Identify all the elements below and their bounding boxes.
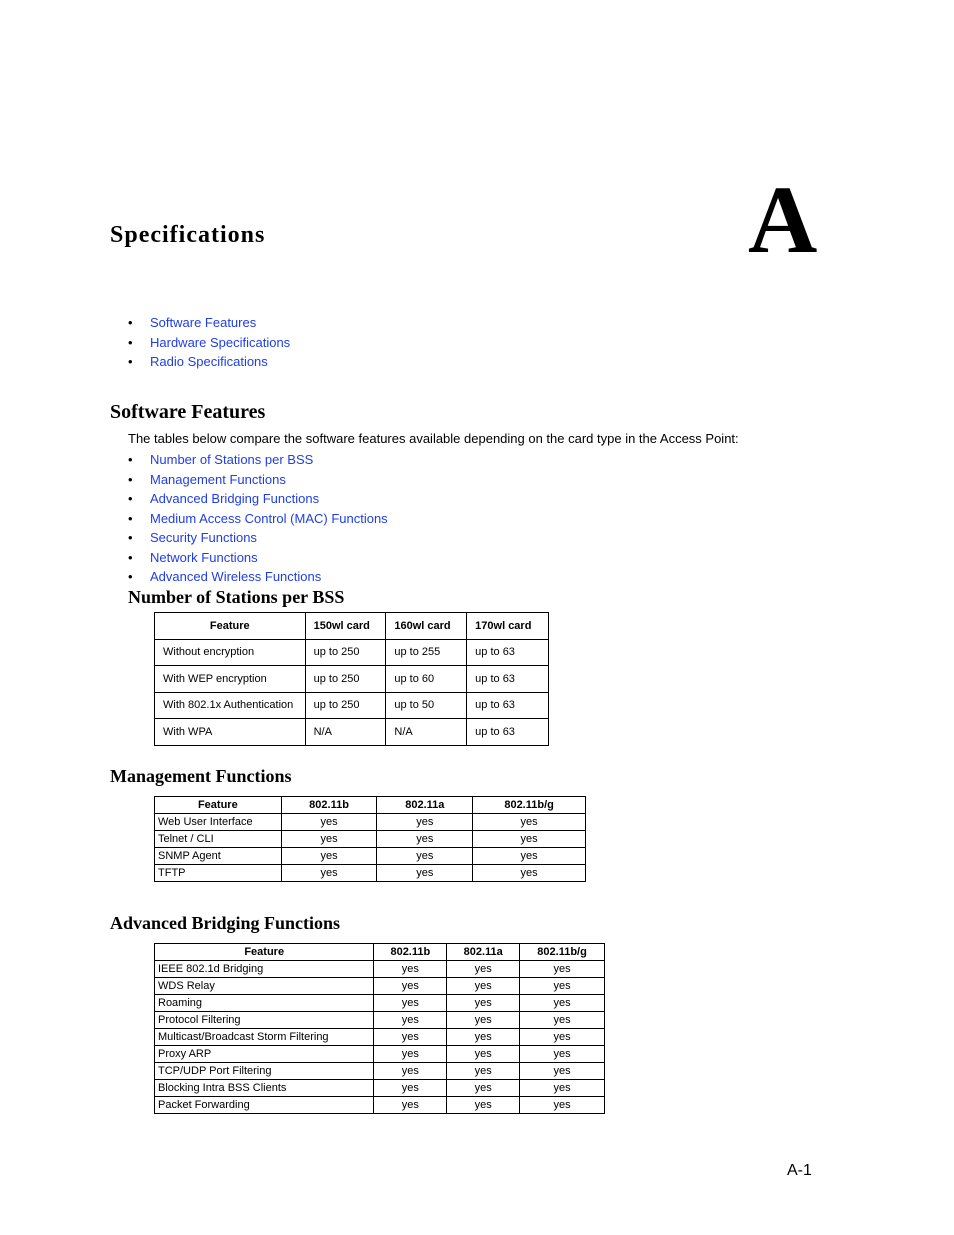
table-cell: TFTP xyxy=(155,865,282,882)
table-cell: yes xyxy=(520,1012,605,1029)
table-cell: N/A xyxy=(305,719,386,746)
link-mac-functions[interactable]: Medium Access Control (MAC) Functions xyxy=(150,510,388,526)
table-cell: yes xyxy=(447,1029,520,1046)
table-cell: yes xyxy=(374,995,447,1012)
table-row xyxy=(155,978,605,995)
section-heading-software-features: Software Features xyxy=(110,401,266,423)
toc-link-radio-specifications[interactable]: Radio Specifications xyxy=(150,354,268,369)
table-cell: yes xyxy=(281,831,377,848)
table-cell: yes xyxy=(447,995,520,1012)
section-link-list xyxy=(128,450,388,587)
table-row xyxy=(155,995,605,1012)
list-item xyxy=(128,509,388,529)
table-cell: yes xyxy=(447,1063,520,1080)
table-cell: yes xyxy=(447,978,520,995)
heading-advanced-bridging: Advanced Bridging Functions xyxy=(110,913,341,933)
table-cell: yes xyxy=(374,961,447,978)
table-cell: yes xyxy=(447,1046,520,1063)
link-management-functions[interactable]: Management Functions xyxy=(150,471,286,487)
toc-link-hardware-specifications[interactable]: Hardware Specifications xyxy=(150,334,291,350)
table-cell: yes xyxy=(473,865,586,882)
table-cell: up to 63 xyxy=(467,692,549,719)
column-header: 802.11b xyxy=(281,797,377,814)
table-cell: yes xyxy=(447,1012,520,1029)
table-cell: With 802.1x Authentication xyxy=(155,692,306,719)
table-cell: up to 250 xyxy=(305,692,386,719)
table-header-row xyxy=(155,797,586,814)
link-advanced-bridging[interactable]: Advanced Bridging Functions xyxy=(150,491,320,506)
table-cell: yes xyxy=(377,865,473,882)
management-table xyxy=(154,796,586,882)
table-cell: yes xyxy=(374,978,447,995)
table-cell: yes xyxy=(281,814,377,831)
list-item xyxy=(128,450,388,470)
table-cell: up to 60 xyxy=(386,666,467,693)
table-cell: yes xyxy=(447,961,520,978)
bridging-table xyxy=(154,943,605,1114)
toc-item xyxy=(128,333,290,353)
link-advanced-wireless[interactable]: Advanced Wireless Functions xyxy=(150,569,322,584)
table-row xyxy=(155,1046,605,1063)
table-row xyxy=(155,1029,605,1046)
table-cell: yes xyxy=(374,1080,447,1097)
table-row xyxy=(155,848,586,865)
table-row xyxy=(155,865,586,882)
table-cell: yes xyxy=(520,978,605,995)
table-cell: yes xyxy=(520,1080,605,1097)
section-intro: The tables below compare the software features available depending on the card type in the Access Point: xyxy=(128,431,739,446)
table-cell: Proxy ARP xyxy=(155,1046,374,1063)
table-cell: yes xyxy=(473,814,586,831)
table-header-row xyxy=(155,613,549,640)
table-cell: yes xyxy=(281,865,377,882)
table-cell: With WEP encryption xyxy=(155,666,306,693)
table-cell: up to 63 xyxy=(467,719,549,746)
table-cell: yes xyxy=(520,995,605,1012)
table-cell: yes xyxy=(473,831,586,848)
column-header: 150wl card xyxy=(305,613,386,640)
heading-stations-per-bss: Number of Stations per BSS xyxy=(128,587,345,607)
table-cell: IEEE 802.1d Bridging xyxy=(155,961,374,978)
stations-table xyxy=(154,612,549,746)
table-cell: yes xyxy=(281,848,377,865)
chapter-toc xyxy=(128,313,290,372)
table-cell: Multicast/Broadcast Storm Filtering xyxy=(155,1029,374,1046)
table-cell: up to 50 xyxy=(386,692,467,719)
table-row xyxy=(155,1080,605,1097)
toc-item xyxy=(128,313,290,333)
list-item xyxy=(128,470,388,490)
table-cell: N/A xyxy=(386,719,467,746)
list-item xyxy=(128,489,388,509)
table-row xyxy=(155,1097,605,1114)
table-row xyxy=(155,666,549,693)
table-cell: yes xyxy=(520,1046,605,1063)
column-header: 160wl card xyxy=(386,613,467,640)
table-cell: yes xyxy=(374,1029,447,1046)
table-cell: yes xyxy=(520,961,605,978)
list-item xyxy=(128,528,388,548)
table-row xyxy=(155,1012,605,1029)
table-cell: Telnet / CLI xyxy=(155,831,282,848)
table-row xyxy=(155,719,549,746)
table-cell: yes xyxy=(447,1097,520,1114)
table-cell: up to 255 xyxy=(386,639,467,666)
table-cell: yes xyxy=(374,1046,447,1063)
column-header: 170wl card xyxy=(467,613,549,640)
column-header: Feature xyxy=(155,944,374,961)
chapter-title: Specifications xyxy=(110,222,266,248)
table-cell: Without encryption xyxy=(155,639,306,666)
column-header: 802.11a xyxy=(447,944,520,961)
table-cell: yes xyxy=(520,1063,605,1080)
list-item xyxy=(128,548,388,568)
table-row xyxy=(155,1063,605,1080)
table-row xyxy=(155,961,605,978)
table-cell: up to 63 xyxy=(467,666,549,693)
table-cell: yes xyxy=(374,1097,447,1114)
table-cell: up to 250 xyxy=(305,666,386,693)
table-cell: TCP/UDP Port Filtering xyxy=(155,1063,374,1080)
toc-link-software-features[interactable]: Software Features xyxy=(150,315,257,330)
column-header: 802.11b/g xyxy=(473,797,586,814)
table-cell: Blocking Intra BSS Clients xyxy=(155,1080,374,1097)
heading-management-functions: Management Functions xyxy=(110,766,292,786)
table-cell: Roaming xyxy=(155,995,374,1012)
table-cell: yes xyxy=(447,1080,520,1097)
column-header: Feature xyxy=(155,613,306,640)
table-cell: SNMP Agent xyxy=(155,848,282,865)
table-cell: WDS Relay xyxy=(155,978,374,995)
table-cell: yes xyxy=(377,814,473,831)
table-row xyxy=(155,639,549,666)
page-number: A-1 xyxy=(787,1162,812,1179)
table-row xyxy=(155,814,586,831)
table-cell: With WPA xyxy=(155,719,306,746)
table-cell: yes xyxy=(377,831,473,848)
column-header: 802.11a xyxy=(377,797,473,814)
column-header: Feature xyxy=(155,797,282,814)
link-network-functions[interactable]: Network Functions xyxy=(150,549,258,565)
table-cell: yes xyxy=(473,848,586,865)
table-cell: Web User Interface xyxy=(155,814,282,831)
table-row xyxy=(155,831,586,848)
list-item xyxy=(128,567,388,587)
table-row xyxy=(155,692,549,719)
table-cell: yes xyxy=(374,1063,447,1080)
table-header-row xyxy=(155,944,605,961)
column-header: 802.11b/g xyxy=(520,944,605,961)
table-cell: up to 250 xyxy=(305,639,386,666)
table-cell: yes xyxy=(374,1012,447,1029)
column-header: 802.11b xyxy=(374,944,447,961)
table-cell: yes xyxy=(520,1029,605,1046)
chapter-letter: A xyxy=(748,166,818,273)
table-cell: Packet Forwarding xyxy=(155,1097,374,1114)
table-cell: up to 63 xyxy=(467,639,549,666)
table-cell: yes xyxy=(377,848,473,865)
table-cell: Protocol Filtering xyxy=(155,1012,374,1029)
link-security-functions[interactable]: Security Functions xyxy=(150,530,257,545)
toc-item xyxy=(128,352,290,372)
table-cell: yes xyxy=(520,1097,605,1114)
link-number-of-stations[interactable]: Number of Stations per BSS xyxy=(150,452,314,467)
